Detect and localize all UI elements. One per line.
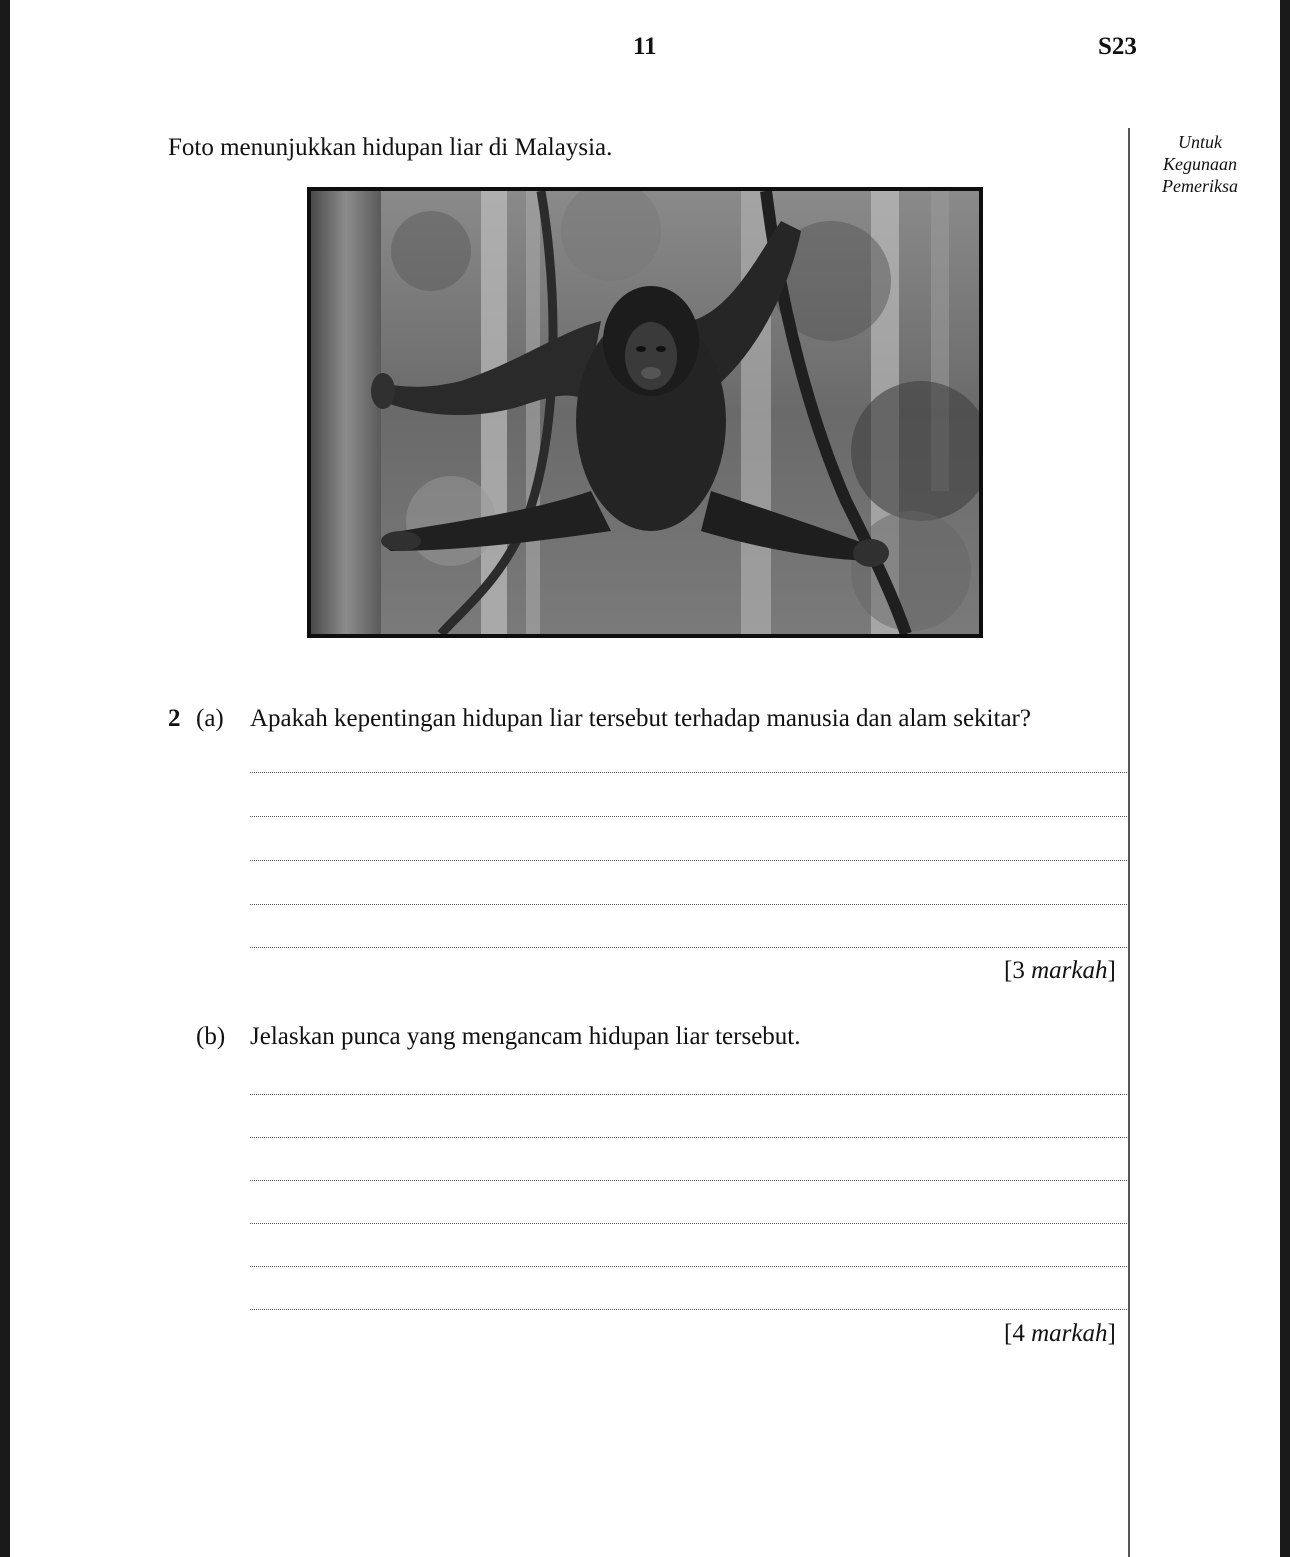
examiner-margin-rule [1128,128,1130,1557]
part-b-answer-line[interactable] [250,1309,1127,1310]
part-a-marks [1004,957,1116,985]
examiner-label-line-2: Kegunaan [1163,154,1237,174]
part-a-marks-close: ] [1107,957,1116,984]
part-a-answer-line[interactable] [250,904,1127,905]
part-b-marks-close: ] [1107,1320,1116,1347]
part-a-label: (a) [196,705,224,732]
part-a-question: Apakah kepentingan hidupan liar tersebut terhadap manusia dan alam sekitar? [250,705,1031,732]
part-b-label: (b) [196,1023,226,1050]
exam-page [10,0,1280,1557]
part-a-marks-word: markah [1031,957,1108,984]
part-a-answer-line[interactable] [250,860,1127,861]
page-number: 11 [633,33,657,60]
examiner-label-line-3: Pemeriksa [1162,176,1238,196]
part-b-marks-word: markah [1031,1320,1108,1347]
part-a-answer-line[interactable] [250,772,1127,773]
question-number: 2 [168,705,181,732]
part-b-answer-line[interactable] [250,1094,1127,1095]
part-b-answer-line[interactable] [250,1223,1127,1224]
paper-code: S23 [1098,33,1137,60]
examiner-label-line-1: Untuk [1178,132,1222,152]
photo-caption: Foto menunjukkan hidupan liar di Malaysia. [168,134,613,161]
part-b-question: Jelaskan punca yang mengancam hidupan liar tersebut. [250,1023,801,1050]
part-b-marks-open: [4 [1004,1320,1032,1347]
examiner-use-label [1148,131,1252,197]
part-a-marks-open: [3 [1004,957,1032,984]
part-a-answer-line[interactable] [250,816,1127,817]
wildlife-photo [307,187,983,638]
orangutan-photo-illustration [311,191,979,634]
part-b-answer-line[interactable] [250,1180,1127,1181]
part-b-answer-line[interactable] [250,1266,1127,1267]
part-b-answer-line[interactable] [250,1137,1127,1138]
part-b-marks [1004,1320,1116,1348]
part-a-answer-line[interactable] [250,947,1127,948]
